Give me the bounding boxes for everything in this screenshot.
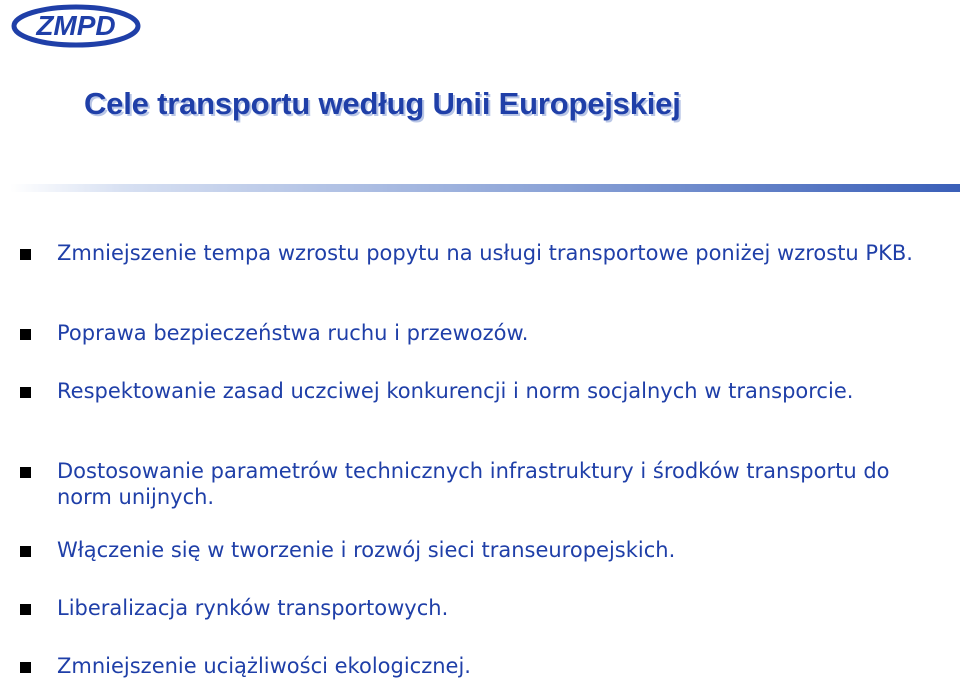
logo-text: ZMPD bbox=[36, 10, 116, 41]
zmpd-logo bbox=[10, 2, 142, 50]
bullet-text: Włączenie się w tworzenie i rozwój sieci transeuropejskich. bbox=[57, 538, 676, 562]
square-bullet-icon bbox=[20, 387, 31, 398]
square-bullet-icon bbox=[20, 329, 31, 340]
list-item bbox=[20, 595, 950, 621]
bullet-text: Dostosowanie parametrów technicznych infrastruktury i środków transportu do norm unijnych. bbox=[57, 459, 890, 509]
bullet-text: Zmniejszenie tempa wzrostu popytu na usługi transportowe poniżej wzrostu PKB. bbox=[57, 241, 913, 265]
bullet-text: Liberalizacja rynków transportowych. bbox=[57, 596, 449, 620]
list-item bbox=[20, 320, 950, 346]
list-item bbox=[20, 378, 950, 404]
list-item bbox=[20, 458, 950, 510]
square-bullet-icon bbox=[20, 467, 31, 478]
bullet-text: Zmniejszenie uciążliwości ekologicznej. bbox=[57, 654, 471, 678]
list-item bbox=[20, 240, 950, 266]
bullet-text: Respektowanie zasad uczciwej konkurencji i norm socjalnych w transporcie. bbox=[57, 379, 854, 403]
page-title: Cele transportu według Unii Europejskiej bbox=[84, 86, 681, 121]
square-bullet-icon bbox=[20, 249, 31, 260]
square-bullet-icon bbox=[20, 604, 31, 615]
bullet-text: Poprawa bezpieczeństwa ruchu i przewozów. bbox=[57, 321, 529, 345]
title-divider bbox=[10, 184, 960, 192]
square-bullet-icon bbox=[20, 662, 31, 673]
list-item bbox=[20, 537, 950, 563]
square-bullet-icon bbox=[20, 546, 31, 557]
list-item bbox=[20, 653, 950, 679]
